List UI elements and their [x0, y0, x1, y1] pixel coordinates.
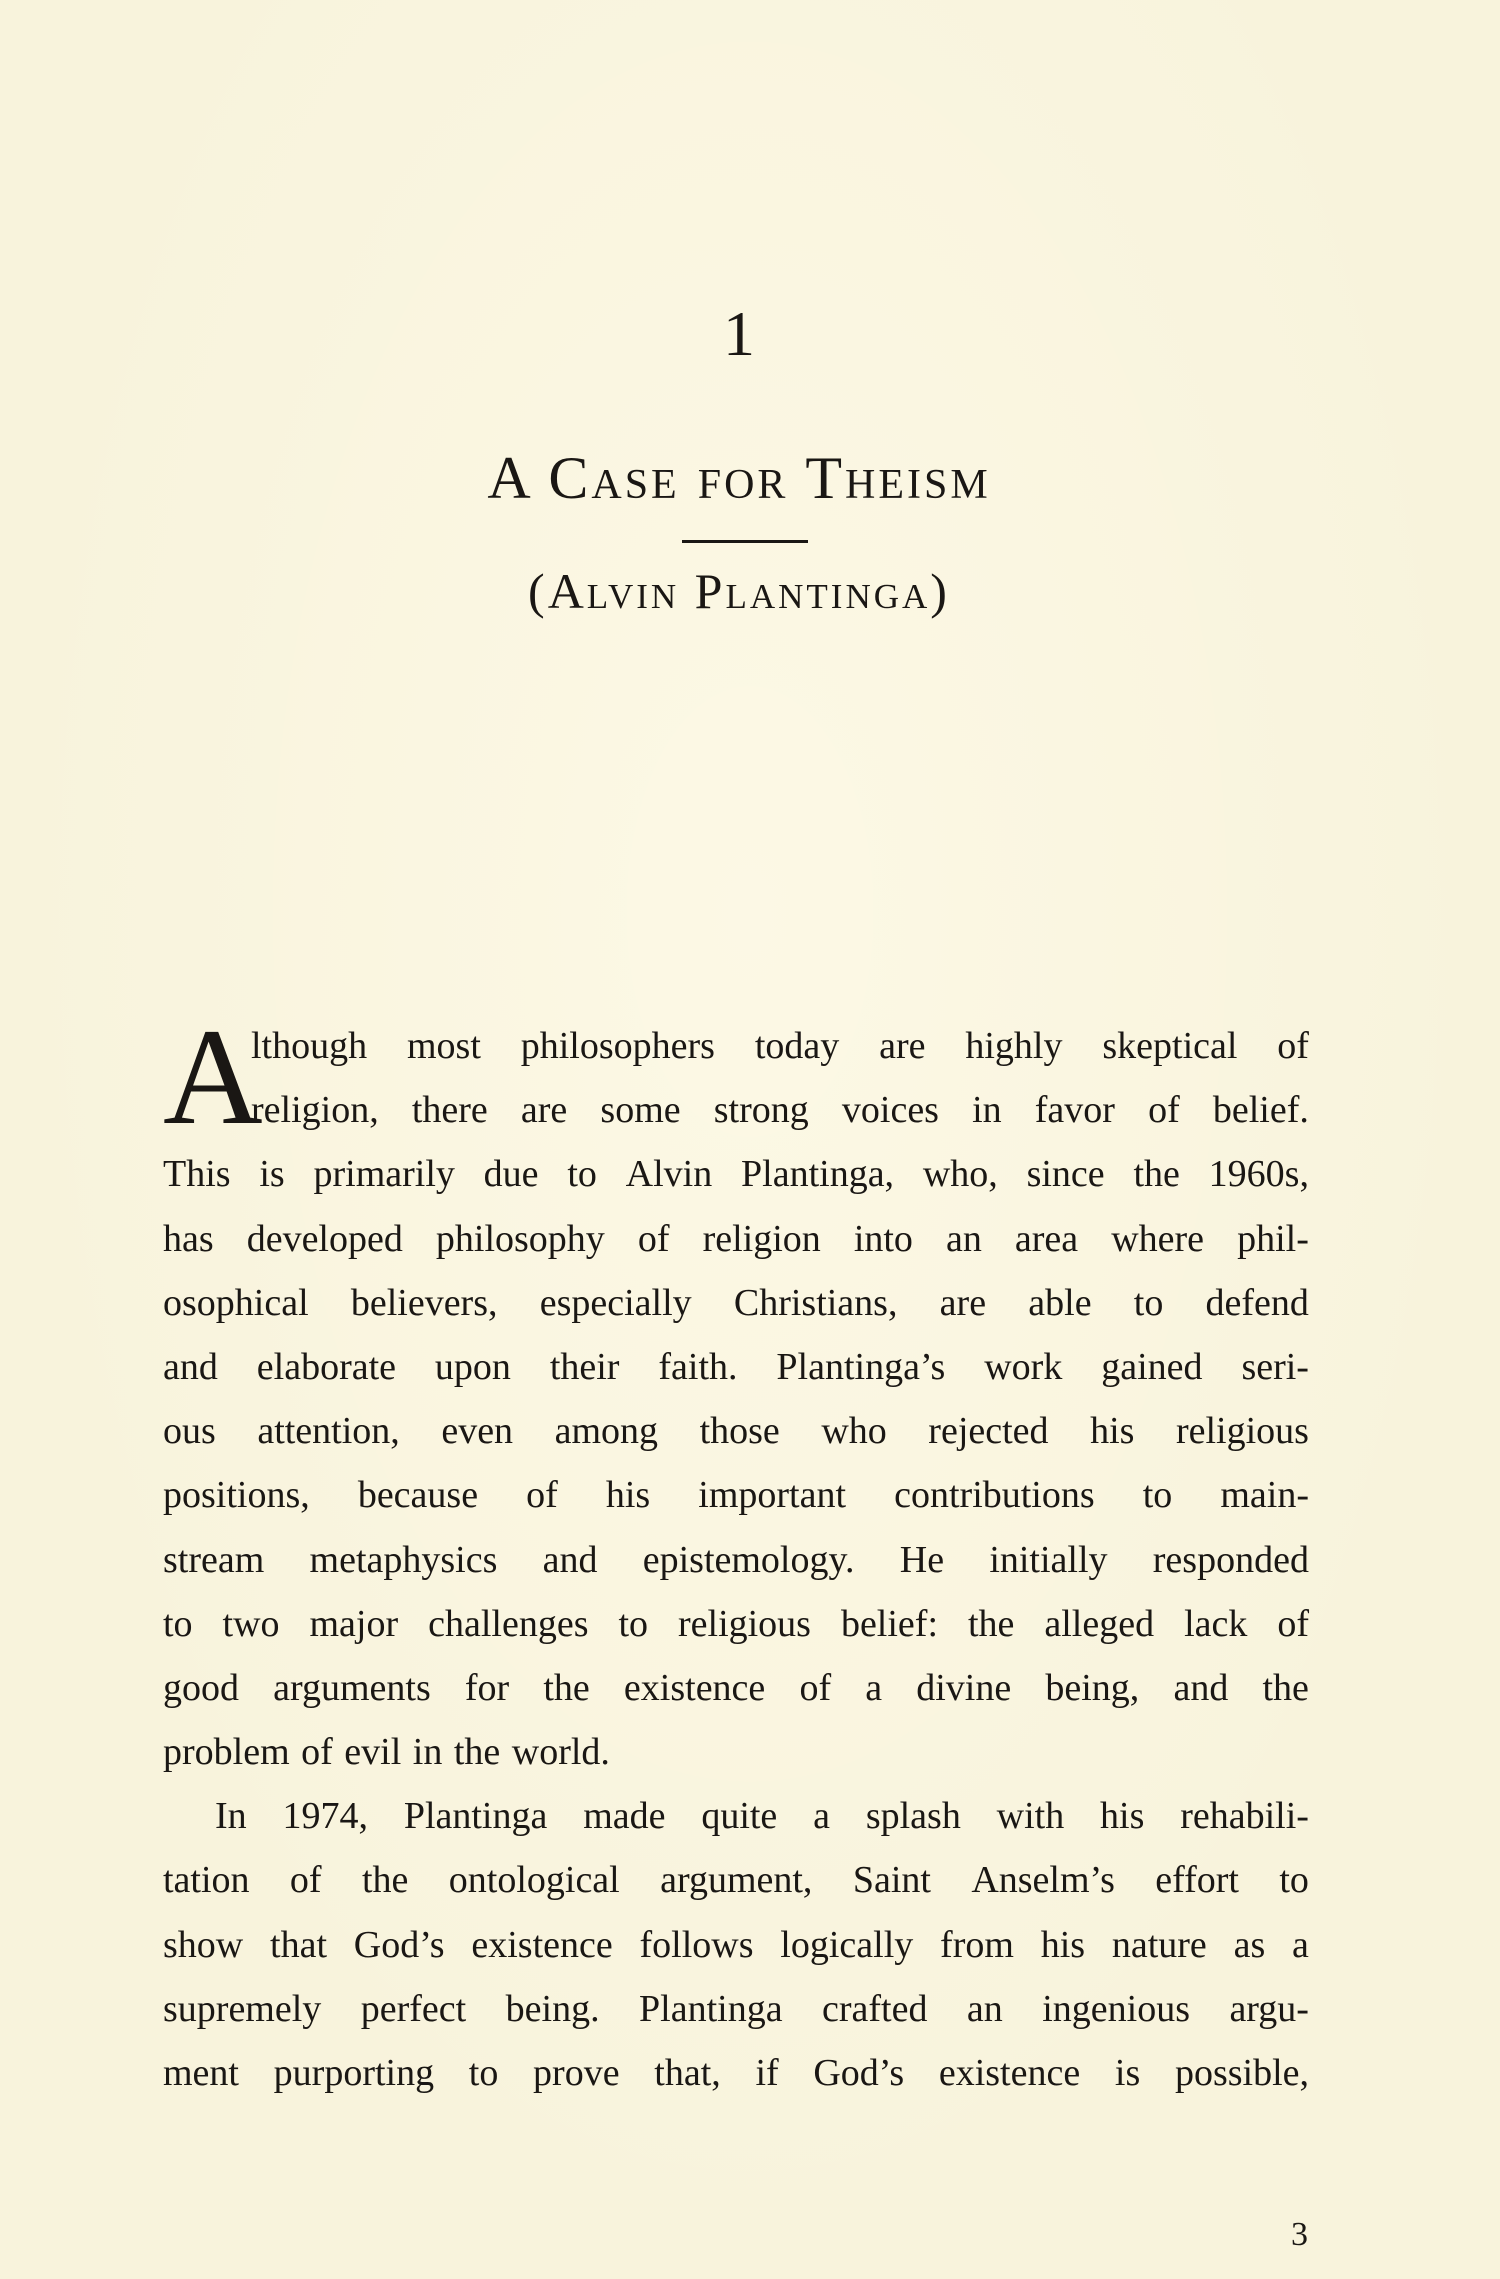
word: alleged: [1044, 1602, 1155, 1645]
word: good: [163, 1666, 239, 1709]
word: ous: [163, 1410, 216, 1453]
text-line: problem of evil in the world.: [163, 1731, 610, 1774]
word: that: [270, 1923, 327, 1966]
word: lthough: [251, 1025, 368, 1067]
word: existence: [623, 1666, 766, 1709]
word: rehabili-: [1180, 1795, 1309, 1838]
word: his: [1090, 1410, 1135, 1453]
word: two: [222, 1602, 280, 1645]
word: that,: [654, 2052, 721, 2094]
word: follows: [639, 1923, 754, 1966]
chapter-subtitle: (Alvin Plantinga): [528, 563, 950, 619]
word: Anselm’s: [971, 1859, 1115, 1902]
word: area: [1014, 1217, 1079, 1260]
word: God’s: [353, 1923, 445, 1966]
word: being,: [1045, 1666, 1140, 1709]
word: to: [1133, 1281, 1164, 1324]
drop-cap: A: [163, 1000, 263, 1153]
word: who: [821, 1410, 887, 1453]
word: due: [483, 1153, 539, 1196]
word: gained: [1101, 1345, 1203, 1388]
word: the: [543, 1666, 590, 1709]
word: to: [163, 1602, 193, 1645]
word: of: [289, 1859, 322, 1902]
word: divine: [916, 1666, 1012, 1709]
word: possible,: [1174, 2052, 1309, 2094]
word: arguments: [273, 1666, 431, 1709]
word: to: [618, 1602, 649, 1645]
word: metaphysics: [309, 1538, 498, 1581]
page-number: 3: [1291, 2216, 1308, 2253]
word: nature: [1111, 1923, 1207, 1966]
word: Plantinga: [403, 1795, 548, 1838]
word: a: [865, 1666, 883, 1709]
word: He: [899, 1538, 945, 1581]
word: logically: [780, 1923, 914, 1966]
word: faith.: [658, 1345, 738, 1388]
word: since: [1026, 1153, 1105, 1196]
word: religion: [702, 1217, 821, 1260]
body-text: [163, 1014, 1309, 2105]
word: today: [754, 1025, 840, 1067]
word: strong: [713, 1089, 809, 1132]
word: are: [879, 1025, 926, 1067]
word: is: [1114, 2052, 1141, 2094]
word: there: [411, 1089, 488, 1132]
word: of: [1277, 1025, 1309, 1067]
word: stream: [163, 1538, 265, 1581]
word: of: [637, 1217, 670, 1260]
word: most: [406, 1025, 481, 1067]
word: belief.: [1212, 1089, 1309, 1132]
word: if: [755, 2052, 779, 2094]
text-line: [163, 1207, 1309, 1271]
word: among: [554, 1410, 659, 1453]
word: osophical: [163, 1281, 309, 1324]
word: and: [163, 1345, 218, 1388]
text-line: [163, 1014, 1309, 1078]
word: existence: [938, 2052, 1081, 2094]
word: has: [163, 1217, 214, 1260]
word: his: [605, 1474, 651, 1517]
word: supremely: [163, 1987, 322, 2030]
word: existence: [471, 1923, 613, 1966]
word: Plantinga,: [741, 1153, 895, 1196]
word: in: [972, 1089, 1002, 1132]
word: to: [468, 2052, 499, 2094]
word: lack: [1184, 1602, 1248, 1645]
word: to: [1279, 1859, 1309, 1902]
word: favor: [1034, 1089, 1115, 1132]
text-line: [163, 1335, 1309, 1399]
word: an: [945, 1217, 982, 1260]
word: prove: [533, 2052, 620, 2094]
text-line: [163, 1142, 1309, 1206]
word: believers,: [350, 1281, 498, 1324]
word: philosophers: [520, 1025, 715, 1067]
word: skeptical: [1102, 1025, 1238, 1067]
word: his: [1040, 1923, 1086, 1966]
word: challenges: [428, 1602, 589, 1645]
word: Saint: [852, 1859, 931, 1902]
word: where: [1111, 1217, 1205, 1260]
word: This: [163, 1153, 231, 1196]
word: religious: [677, 1602, 811, 1645]
paragraph-2: [163, 1784, 1309, 2105]
word: effort: [1155, 1859, 1239, 1902]
word: highly: [965, 1025, 1063, 1067]
word: to: [1142, 1474, 1173, 1517]
word: quite: [701, 1795, 778, 1838]
word: and: [542, 1538, 598, 1581]
word: initially: [989, 1538, 1108, 1581]
word: as: [1233, 1923, 1266, 1966]
word: are: [520, 1089, 568, 1132]
word: an: [966, 1987, 1003, 2030]
word: elaborate: [256, 1345, 397, 1388]
word: show: [163, 1923, 244, 1966]
word: is: [259, 1153, 285, 1196]
text-line: [163, 1528, 1309, 1592]
word: are: [939, 1281, 987, 1324]
word: Plantinga’s: [776, 1345, 946, 1388]
word: main-: [1220, 1474, 1309, 1517]
chapter-number: 1: [723, 298, 755, 369]
chapter-title: A Case for Theism: [487, 445, 991, 511]
word: rejected: [928, 1410, 1049, 1453]
word: ment: [163, 2052, 239, 2094]
paragraph-1: [163, 1014, 1309, 1784]
word: upon: [434, 1345, 511, 1388]
word: purporting: [273, 2052, 435, 2094]
word: epistemology.: [642, 1538, 855, 1581]
word: philosophy: [435, 1217, 605, 1260]
word: his: [1100, 1795, 1145, 1838]
word: especially: [539, 1281, 692, 1324]
word: attention,: [257, 1410, 400, 1453]
word: 1960s,: [1208, 1153, 1309, 1196]
word: Plantinga: [639, 1987, 783, 2030]
word: some: [600, 1089, 681, 1132]
word: work: [984, 1345, 1063, 1388]
word: responded: [1152, 1538, 1309, 1581]
word: into: [853, 1217, 913, 1260]
word: able: [1028, 1281, 1092, 1324]
word: 1974,: [282, 1795, 368, 1838]
word: seri-: [1241, 1345, 1309, 1388]
word: Alvin: [625, 1153, 713, 1196]
text-line: [163, 1271, 1309, 1335]
word: defend: [1205, 1281, 1309, 1324]
word: of: [1148, 1089, 1180, 1132]
word: a: [1292, 1923, 1309, 1966]
word: perfect: [360, 1987, 467, 2030]
word: because: [357, 1474, 479, 1517]
word: Christians,: [733, 1281, 898, 1324]
text-line: [163, 1784, 1309, 1848]
text-line: [163, 1848, 1309, 1912]
title-divider: [682, 540, 808, 543]
text-line: [163, 1913, 1309, 1977]
word: major: [309, 1602, 399, 1645]
word: to: [567, 1153, 597, 1196]
word: voices: [841, 1089, 939, 1132]
word: made: [583, 1795, 666, 1838]
word: contributions: [894, 1474, 1095, 1517]
word: even: [441, 1410, 514, 1453]
word: of: [526, 1474, 558, 1517]
word: with: [996, 1795, 1065, 1838]
text-line: [163, 1656, 1309, 1720]
word: crafted: [822, 1987, 928, 2030]
word: from: [940, 1923, 1014, 1966]
word: for: [464, 1666, 510, 1709]
word: belief:: [840, 1602, 938, 1645]
word: who,: [922, 1153, 998, 1196]
word: In: [215, 1795, 247, 1838]
word: tation: [163, 1859, 250, 1902]
text-line: [163, 1399, 1309, 1463]
word: positions,: [163, 1474, 310, 1517]
word: the: [967, 1602, 1015, 1645]
word: ontological: [448, 1859, 620, 1902]
word: developed: [246, 1217, 403, 1260]
text-line: [163, 1463, 1309, 1527]
word: argu-: [1229, 1987, 1309, 2030]
word: splash: [865, 1795, 961, 1838]
word: argument,: [660, 1859, 813, 1902]
word: important: [698, 1474, 847, 1517]
word: God’s: [813, 2052, 905, 2094]
word: the: [1262, 1666, 1309, 1709]
word: the: [1133, 1153, 1180, 1196]
word: those: [699, 1410, 780, 1453]
text-line: [163, 1592, 1309, 1656]
word: religion,: [251, 1089, 379, 1132]
word: and: [1173, 1666, 1229, 1709]
word: the: [361, 1859, 409, 1902]
word: a: [813, 1795, 830, 1838]
word: of: [1277, 1602, 1309, 1645]
text-line: [163, 1977, 1309, 2041]
text-line: [163, 2041, 1309, 2105]
word: ingenious: [1042, 1987, 1190, 2030]
word: of: [799, 1666, 832, 1709]
word: phil-: [1237, 1217, 1309, 1260]
word: being.: [505, 1987, 600, 2030]
word: primarily: [313, 1153, 455, 1196]
word: their: [549, 1345, 620, 1388]
text-line: [163, 1078, 1309, 1142]
word: religious: [1175, 1410, 1309, 1453]
